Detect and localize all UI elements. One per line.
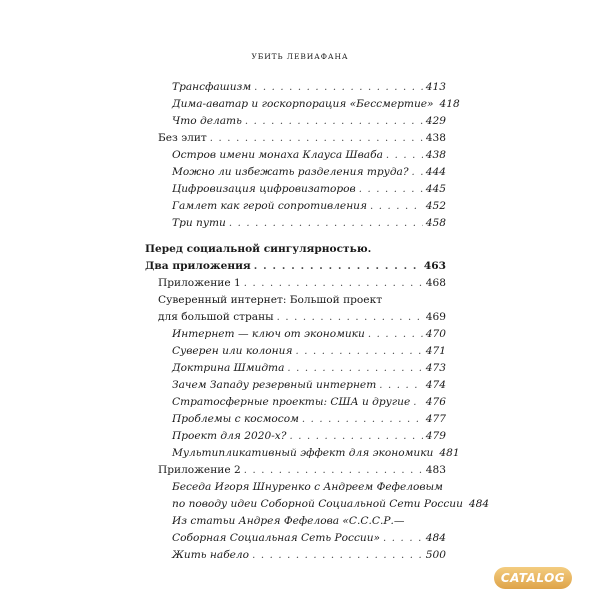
toc-entry: Интернет — ключ от экономики . . . 470 bbox=[172, 327, 446, 342]
toc-entry: Можно ли избежать разделения труда? . . . 444 bbox=[172, 165, 446, 180]
toc-entry: Приложение 1 . . . 468 bbox=[158, 276, 446, 291]
section-title: Перед социальной сингулярностью. bbox=[145, 243, 372, 255]
toc-entry: Проект для 2020-х? . . . 479 bbox=[172, 429, 446, 444]
dot-leader bbox=[370, 200, 423, 214]
watermark-logo: CATALOG bbox=[494, 567, 572, 589]
toc-entry: Два приложения . . . 463 bbox=[145, 259, 446, 274]
dot-leader bbox=[245, 115, 423, 129]
dot-leader bbox=[244, 277, 423, 291]
dot-leader bbox=[413, 396, 423, 410]
toc-entry: Приложение 2 . . . 483 bbox=[158, 463, 446, 478]
toc-entry: Мультипликативный эффект для экономики 481 bbox=[172, 447, 460, 459]
toc-entry: Что делать . . . 429 bbox=[172, 114, 446, 129]
toc-entry: Проблемы с космосом . . . 477 bbox=[172, 412, 446, 427]
toc-entry: по поводу идеи Соборной Социальной Сети России 484 bbox=[172, 498, 490, 510]
dot-leader bbox=[383, 532, 423, 546]
toc-entry: Трансфашизм . . . 413 bbox=[172, 80, 446, 95]
dot-leader bbox=[368, 328, 423, 342]
toc-entry-line: Беседа Игоря Шнуренко с Андреем Фефеловым bbox=[172, 481, 443, 493]
dot-leader bbox=[277, 311, 423, 325]
dot-leader bbox=[252, 549, 423, 563]
dot-leader bbox=[412, 166, 423, 180]
toc-entry-line: Суверенный интернет: Большой проект bbox=[158, 294, 383, 306]
toc-entry: Доктрина Шмидта . . . 473 bbox=[172, 361, 446, 376]
dot-leader bbox=[229, 217, 423, 231]
toc-entry: Стратосферные проекты: США и другие . . . 476 bbox=[172, 395, 446, 410]
running-head: УБИТЬ ЛЕВИАФАНА bbox=[251, 52, 349, 61]
toc-entry: Три пути . . . 458 bbox=[172, 216, 446, 231]
toc-entry: Без элит . . . 438 bbox=[158, 131, 446, 146]
dot-leader bbox=[254, 260, 421, 274]
toc-entry: Суверен или колония . . . 471 bbox=[172, 344, 446, 359]
dot-leader bbox=[210, 132, 423, 146]
dot-leader bbox=[289, 430, 422, 444]
toc-entry: Жить набело . . . 500 bbox=[172, 548, 446, 563]
dot-leader bbox=[254, 81, 423, 95]
toc-entry: Цифровизация цифровизаторов . . . 445 bbox=[172, 182, 446, 197]
toc-entry: Зачем Западу резервный интернет . . . 474 bbox=[172, 378, 446, 393]
toc-entry: для большой страны . . . 469 bbox=[158, 310, 446, 325]
dot-leader bbox=[359, 183, 423, 197]
dot-leader bbox=[295, 345, 422, 359]
dot-leader bbox=[386, 149, 423, 163]
dot-leader bbox=[244, 464, 423, 478]
dot-leader bbox=[287, 362, 422, 376]
dot-leader bbox=[302, 413, 423, 427]
toc-entry-line: Из статьи Андрея Фефелова «С.С.С.Р.— bbox=[172, 515, 405, 527]
toc-entry: Гамлет как герой сопротивления . . . 452 bbox=[172, 199, 446, 214]
toc-entry: Остров имени монаха Клауса Шваба . . . 438 bbox=[172, 148, 446, 163]
toc-entry: Соборная Социальная Сеть России» . . . 484 bbox=[172, 531, 446, 546]
dot-leader bbox=[379, 379, 423, 393]
toc-entry: Дима-аватар и госкорпорация «Бессмертие» 418 bbox=[172, 98, 460, 110]
